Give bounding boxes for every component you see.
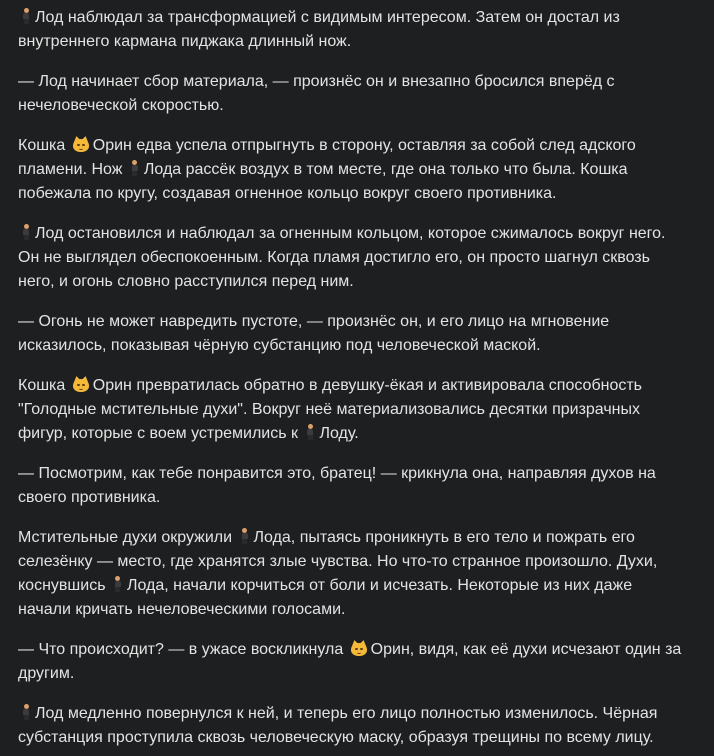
paragraph-text: Лод наблюдал за трансформацией с видимым интересом. Затем он достал из внутреннего кармана пиджака длинный нож.	[18, 9, 620, 50]
story-paragraph	[18, 702, 688, 750]
story-paragraph	[18, 134, 688, 206]
paragraph-text: Мстительные духи окружили	[18, 529, 237, 546]
man-in-suit-icon	[112, 576, 124, 592]
paragraph-text: Лоду.	[319, 425, 359, 442]
story-paragraph	[18, 638, 688, 686]
man-in-suit-icon	[20, 704, 32, 720]
story-paragraph	[18, 462, 688, 510]
story-paragraph	[18, 310, 688, 358]
man-in-suit-icon	[304, 424, 316, 440]
paragraph-text: — Лод начинает сбор материала, — произнёс он и внезапно бросился вперёд с нечеловеческой скоростью.	[18, 73, 615, 114]
man-in-suit-icon	[20, 8, 32, 24]
paragraph-text: — Посмотрим, как тебе понравится это, братец! — крикнула она, направляя духов на своего противника.	[18, 465, 656, 506]
story-paragraph	[18, 6, 688, 54]
paragraph-text: Лод остановился и наблюдал за огненным кольцом, которое сжималось вокруг него. Он не выглядел обеспокоенным. Когда пламя достигло его, он просто шагнул сквозь него, и огонь словно расступился перед ним.	[18, 225, 666, 290]
paragraph-text: Орин, видя, как её духи исчезают один за другим.	[18, 641, 682, 682]
paragraph-text: Лода рассёк воздух в том месте, где она только что была. Кошка побежала по кругу, создавая огненное кольцо вокруг своего противника.	[18, 161, 628, 202]
man-in-suit-icon	[20, 224, 32, 240]
story-paragraph	[18, 70, 688, 118]
paragraph-text: Лода, начали корчиться от боли и исчезать. Некоторые из них даже начали кричать нечеловеческими голосами.	[18, 577, 633, 618]
cat-face-icon	[72, 136, 90, 152]
paragraph-text: Кошка	[18, 137, 70, 154]
paragraph-text: — Огонь не может навредить пустоте, — произнёс он, и его лицо на мгновение исказилось, показывая чёрную субстанцию под человеческой маской.	[18, 313, 610, 354]
story-paragraph	[18, 526, 688, 622]
cat-face-icon	[350, 640, 368, 656]
paragraph-text: Лод медленно повернулся к ней, и теперь его лицо полностью изменилось. Чёрная субстанция проступила сквозь человеческую маску, образуя трещины по всему лицу.	[18, 705, 658, 746]
paragraph-text: Кошка	[18, 377, 70, 394]
story-paragraph	[18, 374, 688, 446]
paragraph-text: Орин превратилась обратно в девушку-ёкая и активировала способность "Голодные мстительные духи". Вокруг неё материализовались десятки призрачных фигур, которые с воем устремились к	[18, 377, 643, 442]
paragraph-text: — Что происходит? — в ужасе воскликнула	[18, 641, 348, 658]
man-in-suit-icon	[239, 528, 251, 544]
man-in-suit-icon	[129, 160, 141, 176]
paragraph-text: Орин едва успела отпрыгнуть в сторону, оставляя за собой след адского пламени. Нож	[18, 137, 636, 178]
cat-face-icon	[72, 376, 90, 392]
story-paragraph	[18, 222, 688, 294]
paragraph-text: Лода, пытаясь проникнуть в его тело и пожрать его селезёнку — место, где хранятся злые чувства. Но что-то странное произошло. Духи, коснувшись	[18, 529, 658, 594]
